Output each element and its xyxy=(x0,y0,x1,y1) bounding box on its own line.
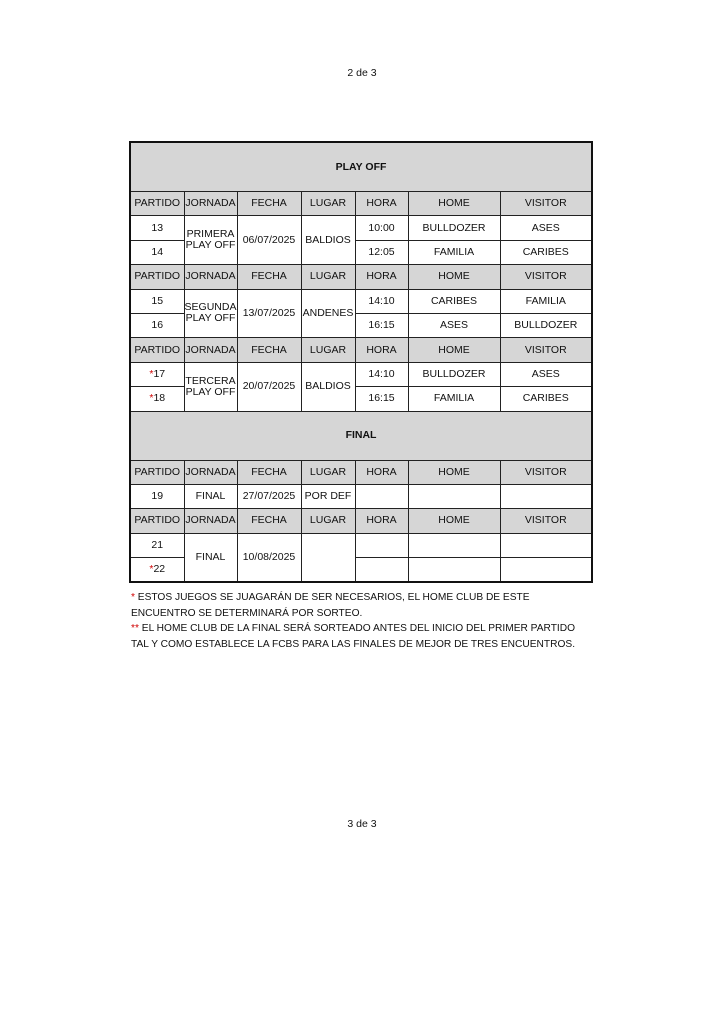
partido-cell xyxy=(130,558,184,583)
header-visitor: VISITOR xyxy=(500,192,592,216)
jornada-cell xyxy=(184,216,237,265)
visitor-cell xyxy=(500,533,592,557)
schedule-table xyxy=(129,141,593,583)
header-home: HOME xyxy=(408,338,500,362)
partido-cell xyxy=(130,533,184,557)
footnote-1 xyxy=(131,590,591,621)
header-hora: HORA xyxy=(355,192,408,216)
table-row xyxy=(130,289,592,313)
hora-cell: 14:10 xyxy=(355,289,408,313)
home-cell: BULLDOZER xyxy=(408,362,500,386)
header-home: HOME xyxy=(408,265,500,289)
partido-cell xyxy=(130,362,184,386)
header-jornada: JORNADA xyxy=(184,192,237,216)
fecha-cell: 13/07/2025 xyxy=(237,289,301,338)
header-jornada: JORNADA xyxy=(184,460,237,484)
partido-number: 17 xyxy=(153,367,166,380)
hora-cell: 10:00 xyxy=(355,216,408,240)
lugar-cell: BALDIOS xyxy=(301,362,355,411)
header-hora: HORA xyxy=(355,460,408,484)
header-row xyxy=(130,460,592,484)
header-lugar: LUGAR xyxy=(301,192,355,216)
jornada-line-2: PLAY OFF xyxy=(185,239,236,252)
lugar-cell: ANDENES xyxy=(301,289,355,338)
asterisk-mark: * xyxy=(149,392,154,405)
fecha-cell: 06/07/2025 xyxy=(237,216,301,265)
partido-cell xyxy=(130,216,184,240)
header-home: HOME xyxy=(408,509,500,533)
footnote-text: ESTOS JUEGOS SE JUAGARÁN DE SER NECESARIOS, EL HOME CLUB DE ESTE ENCUENTRO SE DETERMINARÁ POR SORTEO. xyxy=(131,592,530,619)
jornada-line-2: PLAY OFF xyxy=(185,312,236,325)
header-hora: HORA xyxy=(355,338,408,362)
header-row xyxy=(130,509,592,533)
jornada-line-1: TERCERA xyxy=(185,374,236,387)
hora-cell xyxy=(355,558,408,583)
partido-number: 16 xyxy=(151,319,164,332)
header-partido: PARTIDO xyxy=(130,338,184,362)
header-lugar: LUGAR xyxy=(301,338,355,362)
header-row xyxy=(130,192,592,216)
jornada-line-1: PRIMERA xyxy=(186,228,235,241)
header-fecha: FECHA xyxy=(237,192,301,216)
home-cell: FAMILIA xyxy=(408,240,500,264)
visitor-cell xyxy=(500,484,592,508)
asterisk-mark: * xyxy=(149,367,154,380)
table-row xyxy=(130,362,592,386)
partido-cell xyxy=(130,289,184,313)
jornada-cell xyxy=(184,289,237,338)
partido-number: 22 xyxy=(153,563,166,576)
visitor-cell: ASES xyxy=(500,362,592,386)
jornada-cell: FINAL xyxy=(184,533,237,582)
header-fecha: FECHA xyxy=(237,460,301,484)
home-cell xyxy=(408,484,500,508)
hora-cell xyxy=(355,533,408,557)
header-home: HOME xyxy=(408,460,500,484)
header-fecha: FECHA xyxy=(237,338,301,362)
home-cell: CARIBES xyxy=(408,289,500,313)
header-row xyxy=(130,265,592,289)
lugar-cell xyxy=(301,533,355,582)
final-title: FINAL xyxy=(130,411,592,460)
hora-cell: 14:10 xyxy=(355,362,408,386)
jornada-line-2: PLAY OFF xyxy=(185,385,236,398)
asterisk-mark: ** xyxy=(131,623,139,634)
asterisk-mark: * xyxy=(149,563,154,576)
hora-cell xyxy=(355,484,408,508)
fecha-cell: 20/07/2025 xyxy=(237,362,301,411)
header-jornada: JORNADA xyxy=(184,509,237,533)
header-row xyxy=(130,338,592,362)
header-lugar: LUGAR xyxy=(301,265,355,289)
hora-cell: 16:15 xyxy=(355,387,408,411)
partido-number: 15 xyxy=(151,294,164,307)
partido-number: 21 xyxy=(151,538,164,551)
home-cell xyxy=(408,558,500,583)
page-number-top: 2 de 3 xyxy=(347,67,377,79)
partido-cell: 19 xyxy=(130,484,184,508)
jornada-cell: FINAL xyxy=(184,484,237,508)
partido-number: 18 xyxy=(153,392,166,405)
footnote-text: EL HOME CLUB DE LA FINAL SERÁ SORTEADO ANTES DEL INICIO DEL PRIMER PARTIDO TAL Y COMO ESTABLECE LA FCBS PARA LAS FINALES DE MEJOR DE TRES ENCUENTROS. xyxy=(131,623,576,650)
header-home: HOME xyxy=(408,192,500,216)
header-jornada: JORNADA xyxy=(184,265,237,289)
visitor-cell: ASES xyxy=(500,216,592,240)
home-cell xyxy=(408,533,500,557)
fecha-cell: 27/07/2025 xyxy=(237,484,301,508)
hora-cell: 12:05 xyxy=(355,240,408,264)
playoff-title: PLAY OFF xyxy=(130,142,592,192)
header-lugar: LUGAR xyxy=(301,509,355,533)
header-visitor: VISITOR xyxy=(500,265,592,289)
header-fecha: FECHA xyxy=(237,265,301,289)
partido-cell xyxy=(130,387,184,411)
header-fecha: FECHA xyxy=(237,509,301,533)
header-visitor: VISITOR xyxy=(500,509,592,533)
table-row xyxy=(130,216,592,240)
visitor-cell: BULLDOZER xyxy=(500,313,592,337)
partido-number: 13 xyxy=(151,221,164,234)
hora-cell: 16:15 xyxy=(355,313,408,337)
header-partido: PARTIDO xyxy=(130,460,184,484)
visitor-cell: CARIBES xyxy=(500,240,592,264)
lugar-cell: BALDIOS xyxy=(301,216,355,265)
jornada-line-1: SEGUNDA xyxy=(184,301,237,314)
visitor-cell: FAMILIA xyxy=(500,289,592,313)
footnote-2 xyxy=(131,621,591,652)
header-partido: PARTIDO xyxy=(130,265,184,289)
footnotes xyxy=(131,590,591,652)
header-visitor: VISITOR xyxy=(500,460,592,484)
table-row xyxy=(130,533,592,557)
header-lugar: LUGAR xyxy=(301,460,355,484)
header-hora: HORA xyxy=(355,265,408,289)
asterisk-mark: * xyxy=(131,592,135,603)
header-hora: HORA xyxy=(355,509,408,533)
table-row xyxy=(130,484,592,508)
partido-cell xyxy=(130,240,184,264)
header-jornada: JORNADA xyxy=(184,338,237,362)
header-partido: PARTIDO xyxy=(130,509,184,533)
fecha-cell: 10/08/2025 xyxy=(237,533,301,582)
home-cell: BULLDOZER xyxy=(408,216,500,240)
lugar-cell: POR DEF xyxy=(301,484,355,508)
jornada-cell xyxy=(184,362,237,411)
home-cell: ASES xyxy=(408,313,500,337)
visitor-cell xyxy=(500,558,592,583)
partido-cell xyxy=(130,313,184,337)
partido-number: 14 xyxy=(151,245,164,258)
home-cell: FAMILIA xyxy=(408,387,500,411)
header-partido: PARTIDO xyxy=(130,192,184,216)
visitor-cell: CARIBES xyxy=(500,387,592,411)
header-visitor: VISITOR xyxy=(500,338,592,362)
page-number-bottom: 3 de 3 xyxy=(347,818,377,830)
